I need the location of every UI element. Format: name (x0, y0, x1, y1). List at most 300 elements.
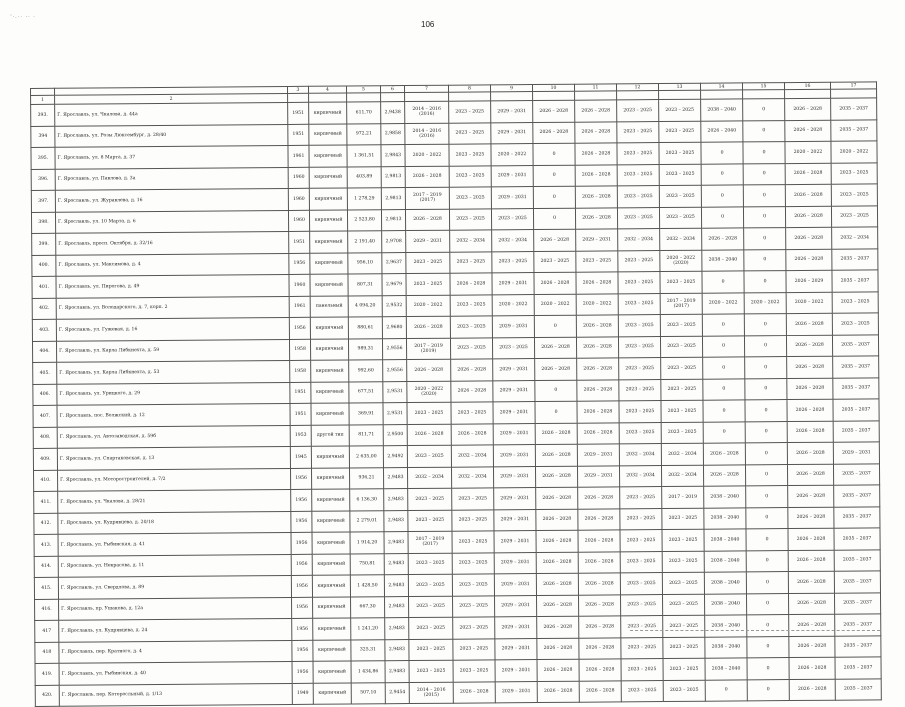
period-cell-10: 2026 – 2028 (537, 659, 579, 681)
period-cell-17: 2023 – 2025 (832, 313, 878, 335)
period-cell-8: 2026 – 2028 (450, 273, 492, 295)
schedule-table-sheet (30, 81, 880, 699)
row-number: 417 (35, 620, 59, 642)
period-cell-16: 2026 – 2028 (785, 98, 831, 120)
row-number: 412. (34, 513, 58, 535)
coefficient-cell: 2,9483 (385, 661, 409, 683)
period-cell-16: 2026 – 2028 (786, 313, 832, 335)
period-cell-7: 2014 – 2016 (2016) (405, 101, 449, 123)
row-number: 404. (32, 341, 56, 363)
row-number: 405. (33, 362, 57, 384)
year-cell: 1945 (290, 446, 311, 468)
period-cell-8: 2023 – 2025 (449, 187, 491, 209)
period-cell-17: 2035 – 2037 (835, 635, 881, 657)
row-number: 415. (34, 577, 58, 599)
year-cell: 1960 (289, 274, 310, 296)
period-cell-10: 2026 – 2028 (533, 122, 575, 144)
period-cell-16: 2026 – 2029 (786, 270, 832, 292)
period-cell-17: 2035 – 2037 (834, 571, 880, 593)
address-cell: Г. Ярославль, ул. Спартаковская, д. 13 (57, 446, 290, 469)
row-number: 400. (32, 255, 56, 277)
period-cell-7: 2023 – 2025 (408, 574, 452, 596)
column-number-cell: 16 (784, 82, 830, 89)
period-cell-15: 0 (744, 271, 786, 293)
year-cell: 1956 (291, 489, 312, 511)
area-cell: 807,31 (348, 274, 382, 296)
period-cell-10: 2023 – 2025 (534, 251, 576, 273)
period-cell-12: 2023 – 2025 (620, 551, 662, 573)
period-cell-15: 0 (745, 400, 787, 422)
period-cell-12: 2023 – 2025 (618, 272, 660, 294)
material-cell: кирпичный (313, 639, 351, 661)
period-cell-8: 2023 – 2025 (449, 144, 491, 166)
column-number-cell: 11 (574, 84, 616, 91)
period-cell-15: 0 (743, 120, 785, 142)
row-number: 416. (35, 599, 59, 621)
period-cell-17: 2035 – 2037 (831, 98, 877, 120)
address-cell: Г. Ярославль, ул. Рыбинская, д. 40 (59, 661, 292, 684)
area-cell: 611,70 (347, 102, 381, 124)
period-cell-9: 2029 – 2031 (491, 165, 533, 187)
row-number: 409. (33, 448, 57, 470)
column-number-cell: 14 (700, 83, 742, 90)
row-number: 407. (33, 405, 57, 427)
period-cell-8: 2032 – 2034 (451, 466, 493, 488)
period-cell-8: 2023 – 2025 (452, 574, 494, 596)
area-cell: 989,31 (348, 338, 382, 360)
period-cell-10: 2026 – 2028 (534, 337, 576, 359)
period-cell-7: 2023 – 2025 (409, 639, 453, 661)
period-cell-9: 2029 – 2031 (493, 402, 535, 424)
period-cell-11: 2026 – 2028 (577, 358, 619, 380)
period-cell-12: 2023 – 2025 (620, 487, 662, 509)
period-cell-12: 2023 – 2025 (619, 422, 661, 444)
period-cell-10: 2026 – 2028 (537, 681, 579, 703)
area-cell: 667,30 (351, 596, 385, 618)
period-cell-16: 2026 – 2028 (788, 593, 834, 615)
period-cell-10: 2026 – 2028 (535, 423, 577, 445)
period-cell-13: 2023 – 2025 (659, 142, 701, 164)
period-cell-7: 2017 – 2019 (2019) (406, 338, 450, 360)
coefficient-cell: 2,9483 (384, 575, 408, 597)
period-cell-10: 2026 – 2028 (533, 100, 575, 122)
period-cell-16: 2026 – 2028 (785, 184, 831, 206)
period-cell-8: 2023 – 2025 (451, 402, 493, 424)
period-cell-7: 2026 – 2028 (405, 166, 449, 188)
period-cell-10: 2026 – 2028 (535, 444, 577, 466)
period-cell-11: 2026 – 2028 (578, 530, 620, 552)
address-cell: Г. Ярославль, пр. Ушакова, д. 12а (59, 597, 292, 620)
material-cell: кирпичный (312, 489, 350, 511)
period-cell-9: 2029 – 2031 (493, 466, 535, 488)
period-cell-16: 2026 – 2028 (789, 614, 835, 636)
period-cell-17: 2035 – 2037 (833, 420, 879, 442)
period-cell-14: 0 (703, 378, 745, 400)
period-cell-8: 2023 – 2025 (452, 488, 494, 510)
period-cell-13: 2023 – 2025 (661, 400, 703, 422)
area-cell: 2 191,40 (348, 231, 382, 253)
period-cell-12: 2023 – 2025 (618, 250, 660, 272)
period-cell-12: 2023 – 2025 (618, 336, 660, 358)
period-cell-10: 2026 – 2028 (535, 358, 577, 380)
coefficient-cell: 2,9500 (383, 424, 407, 446)
period-cell-15: 0 (747, 636, 789, 658)
period-cell-14: 2038 – 2040 (705, 636, 747, 658)
period-cell-12: 2023 – 2025 (620, 508, 662, 530)
period-cell-12: 2032 – 2034 (619, 465, 661, 487)
period-cell-11: 2029 – 2031 (577, 444, 619, 466)
year-cell: 1958 (290, 360, 311, 382)
year-cell: 1951 (290, 382, 311, 404)
row-number: 410. (34, 470, 58, 492)
period-cell-14: 2038 – 2040 (704, 572, 746, 594)
period-cell-14: 0 (702, 271, 744, 293)
period-cell-13: 2023 – 2025 (662, 551, 704, 573)
period-cell-7: 2023 – 2025 (406, 273, 450, 295)
period-cell-17: 2035 – 2037 (833, 377, 879, 399)
period-cell-8: 2032 – 2034 (451, 445, 493, 467)
coefficient-cell: 2,9531 (383, 381, 407, 403)
address-cell: Г. Ярославль, ул. Володарского, д. 7, корп. 2 (56, 296, 289, 319)
period-cell-7: 2020 – 2022 (2020) (407, 381, 451, 403)
material-cell: кирпичный (311, 403, 349, 425)
period-cell-15: 0 (744, 228, 786, 250)
coefficient-cell: 2,9438 (381, 102, 405, 124)
period-cell-7: 2029 – 2031 (406, 230, 450, 252)
column-index-cell: 2 (55, 93, 288, 104)
period-cell-16: 2026 – 2028 (788, 507, 834, 529)
period-cell-7: 2020 – 2022 (405, 144, 449, 166)
material-cell: кирпичный (313, 596, 351, 618)
area-cell: 1 914,20 (350, 532, 384, 554)
period-cell-8: 2023 – 2025 (453, 617, 495, 639)
column-number-cell: 4 (308, 86, 346, 93)
coefficient-cell: 2,9813 (381, 209, 405, 231)
period-cell-15: 0 (743, 142, 785, 164)
period-cell-7: 2032 – 2034 (407, 467, 451, 489)
period-cell-11: 2023 – 2025 (576, 250, 618, 272)
period-cell-15: 0 (745, 443, 787, 465)
column-index-cell (659, 90, 701, 99)
row-number: 395. (31, 147, 55, 169)
period-cell-11: 2026 – 2028 (575, 207, 617, 229)
period-cell-8: 2023 – 2025 (449, 101, 491, 123)
period-cell-14: 2038 – 2040 (704, 529, 746, 551)
period-cell-14: 2038 – 2040 (705, 615, 747, 637)
address-cell: Г. Ярославль, ул. Свердлова, д. 89 (58, 575, 291, 598)
area-cell: 750,81 (350, 553, 384, 575)
year-cell: 1956 (289, 253, 310, 275)
period-cell-13: 2023 – 2025 (659, 99, 701, 121)
row-number: 420. (35, 685, 59, 707)
period-cell-9: 2020 – 2022 (491, 144, 533, 166)
period-cell-17: 2035 – 2037 (831, 119, 877, 141)
year-cell: 1949 (292, 683, 313, 705)
period-cell-15: 0 (744, 249, 786, 271)
period-cell-16: 2026 – 2028 (786, 249, 832, 271)
period-cell-14: 2026 – 2028 (703, 464, 745, 486)
period-cell-7: 2026 – 2028 (406, 316, 450, 338)
period-cell-13: 2023 – 2025 (659, 207, 701, 229)
area-cell: 507,10 (351, 682, 385, 704)
period-cell-11: 2026 – 2028 (579, 637, 621, 659)
area-cell: 2 523,80 (347, 209, 381, 231)
period-cell-8: 2023 – 2025 (449, 122, 491, 144)
period-cell-14: 0 (702, 335, 744, 357)
column-number-cell: 13 (658, 83, 700, 90)
column-number-cell: 12 (616, 84, 658, 91)
period-cell-7: 2014 – 2016 (2016) (405, 123, 449, 145)
period-cell-17: 2035 – 2037 (832, 270, 878, 292)
area-cell: 880,61 (348, 317, 382, 339)
period-cell-15: 0 (746, 486, 788, 508)
row-number: 399. (32, 233, 56, 255)
period-cell-17: 2035 – 2037 (833, 399, 879, 421)
period-cell-10: 0 (535, 401, 577, 423)
column-number-cell: 9 (490, 85, 532, 92)
address-cell: Г. Ярославль, ул. Автозаводская, д. 59б (57, 425, 290, 448)
area-cell: 811,71 (349, 424, 383, 446)
coefficient-cell: 2,9708 (382, 231, 406, 253)
period-cell-14: 2026 – 2028 (703, 443, 745, 465)
period-cell-17: 2023 – 2025 (831, 184, 877, 206)
period-cell-7: 2023 – 2025 (409, 617, 453, 639)
period-cell-17: 2035 – 2037 (833, 463, 879, 485)
period-cell-15: 2020 – 2022 (744, 292, 786, 314)
period-cell-15: 0 (743, 185, 785, 207)
period-cell-12: 2023 – 2025 (617, 186, 659, 208)
period-cell-14: 2038 – 2040 (705, 658, 747, 680)
column-index-cell (288, 93, 309, 102)
period-cell-16: 2026 – 2028 (787, 399, 833, 421)
area-cell: 4 094,20 (348, 295, 382, 317)
year-cell: 1956 (291, 511, 312, 533)
column-index-cell (533, 91, 575, 100)
year-cell: 1956 (290, 468, 311, 490)
column-index-cell: 1 (31, 95, 55, 104)
period-cell-13: 2023 – 2025 (660, 336, 702, 358)
coefficient-cell: 2,9679 (382, 274, 406, 296)
period-cell-9: 2029 – 2031 (491, 122, 533, 144)
period-cell-15: 0 (745, 357, 787, 379)
row-number: 408. (33, 427, 57, 449)
year-cell: 1951 (288, 102, 309, 124)
column-index-cell (309, 93, 347, 102)
period-cell-16: 2026 – 2028 (785, 163, 831, 185)
period-cell-14: 2026 – 2028 (702, 228, 744, 250)
area-cell: 2 635,00 (349, 446, 383, 468)
period-cell-14: 2038 – 2040 (704, 593, 746, 615)
address-cell: Г. Ярославль, ул. 10 Марта, д. 6 (55, 210, 288, 233)
coefficient-cell: 2,9483 (384, 553, 408, 575)
area-cell: 1 361,51 (347, 145, 381, 167)
material-cell: кирпичный (310, 253, 348, 275)
period-cell-11: 2026 – 2028 (575, 143, 617, 165)
period-cell-8: 2032 – 2034 (450, 230, 492, 252)
area-cell: 992,60 (349, 360, 383, 382)
period-cell-12: 2023 – 2025 (618, 315, 660, 337)
material-cell: кирпичный (312, 575, 350, 597)
period-cell-16: 2026 – 2028 (787, 378, 833, 400)
material-cell: кирпичный (309, 124, 347, 146)
year-cell: 1961 (288, 145, 309, 167)
column-number-cell: 15 (742, 83, 784, 90)
row-number: 402. (32, 298, 56, 320)
column-index-cell (575, 91, 617, 100)
material-cell: кирпичный (310, 274, 348, 296)
period-cell-13: 2023 – 2025 (662, 594, 704, 616)
address-cell: Г. Ярославль, ул. Рыбинская, д. 41 (58, 532, 291, 555)
material-cell: кирпичный (313, 618, 351, 640)
year-cell: 1956 (292, 661, 313, 683)
period-cell-17: 2035 – 2037 (834, 485, 880, 507)
year-cell: 1956 (289, 317, 310, 339)
period-cell-8: 2023 – 2025 (453, 638, 495, 660)
area-cell: 1 428,50 (350, 575, 384, 597)
period-cell-16: 2026 – 2028 (787, 421, 833, 443)
period-cell-11: 2026 – 2028 (575, 186, 617, 208)
address-cell: Г. Ярославль, просп. Октября, д. 32/16 (56, 231, 289, 254)
period-cell-14: 0 (702, 314, 744, 336)
period-cell-7: 2023 – 2025 (408, 553, 452, 575)
period-cell-15: 0 (743, 206, 785, 228)
period-cell-15: 0 (746, 572, 788, 594)
period-cell-9: 2029 – 2031 (493, 423, 535, 445)
material-cell: кирпичный (312, 511, 350, 533)
period-cell-17: 2023 – 2025 (832, 291, 878, 313)
period-cell-9: 2023 – 2025 (491, 208, 533, 230)
period-cell-13: 2023 – 2025 (663, 658, 705, 680)
period-cell-15: 0 (743, 99, 785, 121)
period-cell-14: 2020 – 2022 (702, 292, 744, 314)
period-cell-16: 2026 – 2028 (788, 550, 834, 572)
address-cell: Г. Ярославль, пос. Волжский, д. 12 (57, 403, 290, 426)
period-cell-16: 2026 – 2028 (789, 636, 835, 658)
coefficient-cell: 2,9531 (383, 403, 407, 425)
period-cell-11: 2026 – 2028 (576, 272, 618, 294)
column-index-cell (743, 90, 785, 99)
material-cell: кирпичный (311, 360, 349, 382)
period-cell-17: 2035 – 2037 (835, 657, 881, 679)
period-cell-10: 2026 – 2028 (534, 229, 576, 251)
column-number-cell: 8 (448, 85, 490, 92)
address-cell: Г. Ярославль, пер. Которосльный, д. 1/13 (59, 683, 292, 706)
year-cell: 1951 (289, 231, 310, 253)
address-cell: Г. Ярославль, ул. Кудрявцева, д. 20/18 (58, 511, 291, 534)
period-cell-15: 0 (746, 507, 788, 529)
period-cell-9: 2023 – 2025 (492, 337, 534, 359)
period-cell-10: 2026 – 2028 (536, 573, 578, 595)
period-cell-14: 0 (703, 357, 745, 379)
material-cell: кирпичный (310, 339, 348, 361)
period-cell-13: 2017 – 2019 (2017) (660, 293, 702, 315)
period-cell-10: 2026 – 2028 (535, 466, 577, 488)
column-index-cell (381, 93, 405, 102)
period-cell-7: 2023 – 2025 (409, 660, 453, 682)
period-cell-7: 2017 – 2019 (2017) (408, 531, 452, 553)
material-cell: кирпичный (309, 145, 347, 167)
period-cell-9: 2029 – 2031 (494, 509, 536, 531)
address-cell: Г. Ярославль, ул. Чкалова, д. 44а (55, 102, 288, 125)
period-cell-11: 2026 – 2028 (577, 401, 619, 423)
row-number: 398. (31, 212, 55, 234)
coefficient-cell: 2,9483 (385, 639, 409, 661)
period-cell-9: 2029 – 2031 (494, 531, 536, 553)
coefficient-cell: 2,9556 (382, 338, 406, 360)
coefficient-cell: 2,9813 (381, 188, 405, 210)
period-cell-13: 2023 – 2025 (661, 379, 703, 401)
coefficient-cell: 2,9843 (381, 145, 405, 167)
period-cell-14: 2038 – 2040 (704, 550, 746, 572)
period-cell-8: 2023 – 2025 (452, 509, 494, 531)
period-cell-13: 2032 – 2034 (660, 228, 702, 250)
period-cell-12: 2023 – 2025 (619, 379, 661, 401)
period-cell-16: 2026 – 2028 (786, 335, 832, 357)
period-cell-12: 2023 – 2025 (617, 100, 659, 122)
period-cell-10: 2026 – 2028 (536, 487, 578, 509)
period-cell-12: 2023 – 2025 (620, 594, 662, 616)
period-cell-11: 2029 – 2031 (576, 229, 618, 251)
period-cell-7: 2023 – 2025 (407, 402, 451, 424)
period-cell-13: 2023 – 2025 (659, 185, 701, 207)
area-cell: 1 434,86 (351, 661, 385, 683)
row-number: 418 (35, 642, 59, 664)
coefficient-cell: 2,9483 (384, 489, 408, 511)
coefficient-cell: 2,9483 (383, 467, 407, 489)
period-cell-7: 2026 – 2028 (407, 424, 451, 446)
period-cell-8: 2023 – 2025 (450, 251, 492, 273)
period-cell-13: 2023 – 2025 (661, 422, 703, 444)
column-index-cell (449, 92, 491, 101)
period-cell-13: 2023 – 2025 (662, 572, 704, 594)
year-cell: 1956 (292, 640, 313, 662)
row-number: 411. (34, 491, 58, 513)
repair-schedule-table (30, 81, 882, 707)
period-cell-14: 0 (703, 400, 745, 422)
address-cell: Г. Ярославль, ул. Моторостроителей, д. 7/2 (57, 468, 290, 491)
row-number: 394 (31, 126, 55, 148)
period-cell-15: 0 (745, 421, 787, 443)
year-cell: 1956 (291, 532, 312, 554)
period-cell-14: 2038 – 2040 (704, 486, 746, 508)
row-number: 406. (33, 384, 57, 406)
year-cell: 1956 (292, 618, 313, 640)
coefficient-cell: 2,9637 (382, 252, 406, 274)
coefficient-cell: 2,9813 (381, 166, 405, 188)
address-cell: Г. Ярославль, ул. 8 Марта, д. 37 (55, 145, 288, 168)
area-cell: 972,21 (347, 123, 381, 145)
period-cell-9: 2029 – 2031 (493, 380, 535, 402)
area-cell: 6 136,30 (350, 489, 384, 511)
area-cell: 1 278,29 (347, 188, 381, 210)
year-cell: 1953 (290, 425, 311, 447)
period-cell-17: 2035 – 2037 (832, 334, 878, 356)
period-cell-12: 2023 – 2025 (620, 573, 662, 595)
address-cell: Г. Ярославль, ул. Гужевая, д. 16 (56, 317, 289, 340)
period-cell-8: 2023 – 2025 (450, 316, 492, 338)
period-cell-11: 2026 – 2028 (579, 616, 621, 638)
period-cell-13: 2023 – 2025 (659, 164, 701, 186)
period-cell-13: 2023 – 2025 (662, 529, 704, 551)
material-cell: кирпичный (309, 188, 347, 210)
period-cell-9: 2029 – 2031 (493, 445, 535, 467)
year-cell: 1951 (290, 403, 311, 425)
column-number-cell: 7 (404, 85, 448, 92)
period-cell-16: 2026 – 2028 (789, 657, 835, 679)
address-cell: Г. Ярославль, ул. Павлова, д. 3а (55, 167, 288, 190)
area-cell: 325,31 (351, 639, 385, 661)
period-cell-14: 0 (703, 421, 745, 443)
